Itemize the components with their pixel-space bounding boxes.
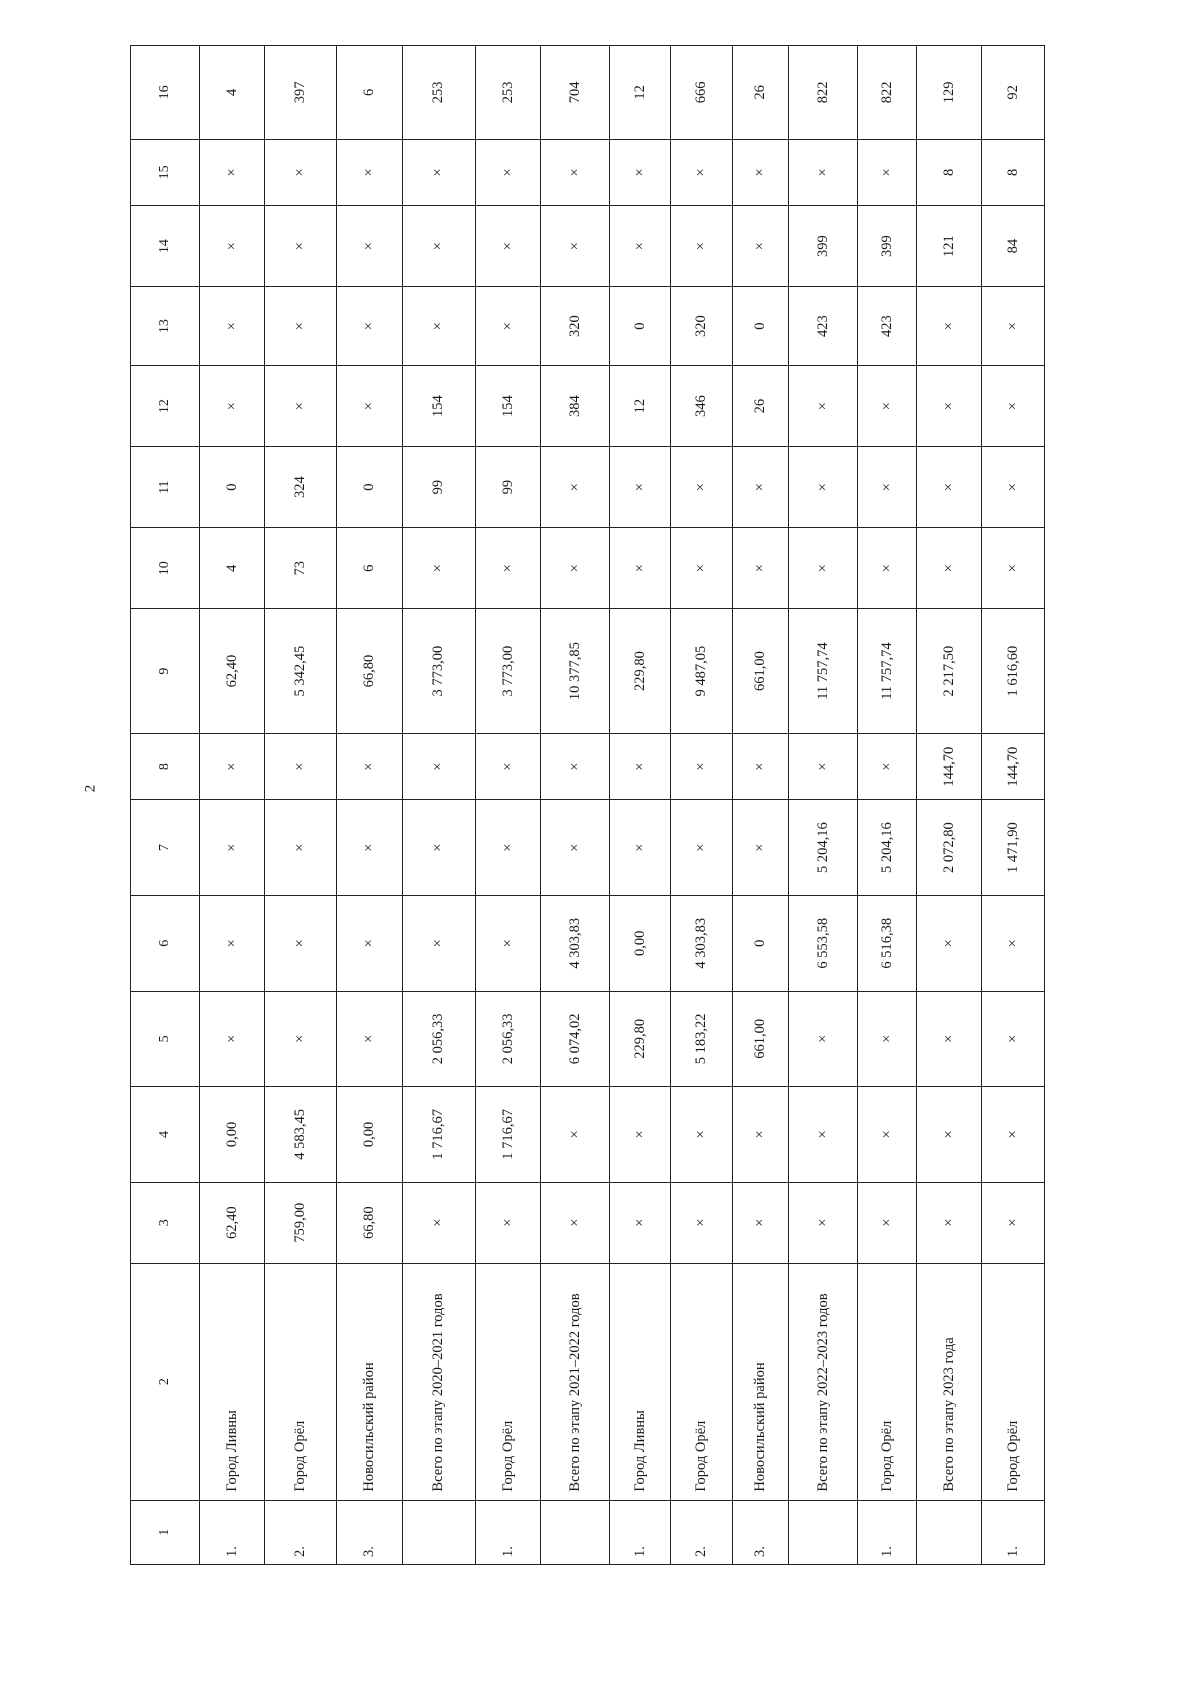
table-cell: × <box>475 287 541 366</box>
row-number-cell: 3. <box>733 1500 789 1564</box>
stage-total-row <box>403 46 475 1565</box>
table-cell: × <box>610 206 670 287</box>
table-cell: 3 773,00 <box>403 609 475 734</box>
table-cell: × <box>200 895 265 991</box>
table-cell: 2 217,50 <box>916 609 982 734</box>
table-cell: × <box>670 1087 733 1183</box>
municipality-name: Город Ливны <box>610 1263 670 1500</box>
table-cell: × <box>541 1182 610 1263</box>
column-number-header: 4 <box>131 1087 200 1183</box>
table-cell: × <box>789 733 858 799</box>
table-cell: 144,70 <box>916 733 982 799</box>
municipality-name: Город Орёл <box>475 1263 541 1500</box>
table-cell: × <box>610 1087 670 1183</box>
data-table <box>130 45 1045 1565</box>
table-cell: × <box>916 528 982 609</box>
table-cell: × <box>403 206 475 287</box>
row-number-cell <box>541 1500 610 1564</box>
table-cell: 12 <box>610 366 670 447</box>
table-row <box>858 46 916 1565</box>
row-number-cell: 1. <box>200 1500 265 1564</box>
table-cell: 84 <box>982 206 1045 287</box>
table-cell: 399 <box>858 206 916 287</box>
table-cell: 397 <box>264 46 336 140</box>
stage-total-row <box>789 46 858 1565</box>
table-cell: 5 204,16 <box>858 800 916 896</box>
row-number-cell <box>916 1500 982 1564</box>
table-cell: × <box>475 733 541 799</box>
column-number-header: 10 <box>131 528 200 609</box>
table-cell: 822 <box>858 46 916 140</box>
table-cell: 5 342,45 <box>264 609 336 734</box>
table-cell: × <box>403 528 475 609</box>
municipality-name: Город Орёл <box>858 1263 916 1500</box>
table-row <box>670 46 733 1565</box>
table-cell: 0,00 <box>200 1087 265 1183</box>
table-cell: 229,80 <box>610 991 670 1087</box>
table-row <box>337 46 403 1565</box>
column-number-header: 14 <box>131 206 200 287</box>
table-cell: 2 056,33 <box>475 991 541 1087</box>
table-cell: × <box>264 206 336 287</box>
table-cell: 253 <box>475 46 541 140</box>
table-cell: × <box>200 206 265 287</box>
table-cell: × <box>670 139 733 205</box>
stage-total-row <box>916 46 982 1565</box>
table-cell: 320 <box>670 287 733 366</box>
table-cell: × <box>337 287 403 366</box>
table-cell: 0 <box>610 287 670 366</box>
table-cell: × <box>733 206 789 287</box>
table-cell: × <box>200 139 265 205</box>
table-cell: × <box>916 1087 982 1183</box>
table-cell: × <box>610 1182 670 1263</box>
table-cell: 320 <box>541 287 610 366</box>
table-cell: 11 757,74 <box>789 609 858 734</box>
table-cell: 822 <box>789 46 858 140</box>
table-cell: × <box>670 528 733 609</box>
table-cell: × <box>670 447 733 528</box>
table-cell: × <box>858 366 916 447</box>
table-cell: × <box>670 733 733 799</box>
table-cell: × <box>789 1087 858 1183</box>
table-cell: × <box>610 733 670 799</box>
table-cell: 324 <box>264 447 336 528</box>
table-cell: × <box>475 528 541 609</box>
table-cell: × <box>403 139 475 205</box>
table-cell: × <box>982 287 1045 366</box>
column-number-header: 2 <box>131 1263 200 1500</box>
column-number-header: 6 <box>131 895 200 991</box>
table-cell: 0 <box>337 447 403 528</box>
table-cell: 4 303,83 <box>541 895 610 991</box>
table-cell: × <box>337 139 403 205</box>
table-cell: 1 716,67 <box>403 1087 475 1183</box>
table-cell: × <box>475 139 541 205</box>
table-cell: × <box>475 206 541 287</box>
table-cell: × <box>475 800 541 896</box>
table-cell: 1 716,67 <box>475 1087 541 1183</box>
table-cell: × <box>200 800 265 896</box>
stage-total-row <box>541 46 610 1565</box>
table-cell: 121 <box>916 206 982 287</box>
table-cell: × <box>670 1182 733 1263</box>
municipality-name: Город Орёл <box>264 1263 336 1500</box>
table-cell: 0,00 <box>610 895 670 991</box>
row-number-cell: 1. <box>858 1500 916 1564</box>
column-number-header: 8 <box>131 733 200 799</box>
table-cell: × <box>337 991 403 1087</box>
table-cell: × <box>337 366 403 447</box>
table-cell: 423 <box>789 287 858 366</box>
table-cell: × <box>610 447 670 528</box>
table-cell: × <box>982 991 1045 1087</box>
table-cell: 661,00 <box>733 991 789 1087</box>
table-cell: × <box>541 528 610 609</box>
table-cell: 9 487,05 <box>670 609 733 734</box>
column-number-header: 13 <box>131 287 200 366</box>
column-number-header: 11 <box>131 447 200 528</box>
table-cell: 129 <box>916 46 982 140</box>
row-number-cell <box>403 1500 475 1564</box>
municipality-name: Новосильский район <box>733 1263 789 1500</box>
table-cell: 384 <box>541 366 610 447</box>
table-cell: × <box>733 139 789 205</box>
table-cell: × <box>475 895 541 991</box>
table-cell: 12 <box>610 46 670 140</box>
municipality-name: Город Ливны <box>200 1263 265 1500</box>
table-row <box>982 46 1045 1565</box>
table-cell: 399 <box>789 206 858 287</box>
table-cell: × <box>733 1087 789 1183</box>
table-cell: 26 <box>733 46 789 140</box>
column-number-header: 1 <box>131 1500 200 1564</box>
table-cell: × <box>337 800 403 896</box>
table-cell: × <box>916 366 982 447</box>
table-cell: × <box>541 206 610 287</box>
table-cell: × <box>264 991 336 1087</box>
table-cell: 759,00 <box>264 1182 336 1263</box>
table-cell: × <box>733 733 789 799</box>
table-cell: 3 773,00 <box>475 609 541 734</box>
municipality-name: Новосильский район <box>337 1263 403 1500</box>
table-cell: 4 303,83 <box>670 895 733 991</box>
table-cell: × <box>610 139 670 205</box>
table-cell: × <box>541 139 610 205</box>
table-cell: 1 471,90 <box>982 800 1045 896</box>
table-row <box>733 46 789 1565</box>
table-cell: × <box>200 733 265 799</box>
municipality-name: Город Орёл <box>670 1263 733 1500</box>
table-cell: × <box>916 287 982 366</box>
table-cell: 1 616,60 <box>982 609 1045 734</box>
table-cell: × <box>858 447 916 528</box>
table-cell: × <box>475 1182 541 1263</box>
table-cell: × <box>982 447 1045 528</box>
table-cell: × <box>264 800 336 896</box>
table-container <box>130 45 1045 1565</box>
table-cell: 62,40 <box>200 1182 265 1263</box>
table-cell: 4 583,45 <box>264 1087 336 1183</box>
table-cell: × <box>789 447 858 528</box>
row-number-cell: 1. <box>475 1500 541 1564</box>
table-cell: 144,70 <box>982 733 1045 799</box>
table-cell: 8 <box>982 139 1045 205</box>
table-cell: × <box>733 1182 789 1263</box>
table-cell: × <box>858 733 916 799</box>
table-cell: × <box>733 447 789 528</box>
row-number-cell: 3. <box>337 1500 403 1564</box>
table-cell: 2 056,33 <box>403 991 475 1087</box>
table-row <box>264 46 336 1565</box>
column-number-header: 7 <box>131 800 200 896</box>
table-cell: × <box>610 528 670 609</box>
table-cell: × <box>858 1182 916 1263</box>
table-cell: × <box>337 895 403 991</box>
table-cell: × <box>264 287 336 366</box>
stage-total-label: Всего по этапу 2023 года <box>916 1263 982 1500</box>
table-cell: 4 <box>200 46 265 140</box>
table-cell: 92 <box>982 46 1045 140</box>
table-cell: 6 <box>337 528 403 609</box>
municipality-name: Город Орёл <box>982 1263 1045 1500</box>
table-cell: × <box>733 528 789 609</box>
table-cell: × <box>264 733 336 799</box>
table-cell: × <box>858 1087 916 1183</box>
table-cell: 4 <box>200 528 265 609</box>
table-cell: × <box>264 895 336 991</box>
table-cell: × <box>789 528 858 609</box>
table-cell: 66,80 <box>337 1182 403 1263</box>
table-cell: 62,40 <box>200 609 265 734</box>
column-number-header: 16 <box>131 46 200 140</box>
table-cell: 154 <box>403 366 475 447</box>
table-cell: 229,80 <box>610 609 670 734</box>
table-cell: 6 074,02 <box>541 991 610 1087</box>
table-cell: × <box>789 1182 858 1263</box>
table-cell: × <box>610 800 670 896</box>
table-cell: × <box>982 366 1045 447</box>
table-cell: × <box>916 991 982 1087</box>
table-cell: 6 516,38 <box>858 895 916 991</box>
table-cell: 704 <box>541 46 610 140</box>
table-cell: × <box>916 1182 982 1263</box>
table-cell: × <box>670 800 733 896</box>
table-cell: × <box>858 139 916 205</box>
table-cell: 99 <box>403 447 475 528</box>
table-cell: × <box>789 139 858 205</box>
table-cell: 0 <box>733 287 789 366</box>
table-cell: × <box>403 800 475 896</box>
table-cell: 423 <box>858 287 916 366</box>
column-number-header: 15 <box>131 139 200 205</box>
table-cell: × <box>541 800 610 896</box>
row-number-cell: 1. <box>610 1500 670 1564</box>
table-cell: × <box>733 800 789 896</box>
table-cell: 666 <box>670 46 733 140</box>
table-cell: 26 <box>733 366 789 447</box>
stage-total-label: Всего по этапу 2022–2023 годов <box>789 1263 858 1500</box>
table-cell: 661,00 <box>733 609 789 734</box>
row-number-cell <box>789 1500 858 1564</box>
table-row <box>475 46 541 1565</box>
table-cell: 154 <box>475 366 541 447</box>
table-cell: × <box>858 991 916 1087</box>
table-cell: 6 553,58 <box>789 895 858 991</box>
header-row <box>131 46 200 1565</box>
table-cell: × <box>264 366 336 447</box>
table-cell: × <box>858 528 916 609</box>
table-cell: × <box>403 1182 475 1263</box>
table-cell: × <box>403 287 475 366</box>
column-number-header: 9 <box>131 609 200 734</box>
table-cell: × <box>541 1087 610 1183</box>
table-cell: 73 <box>264 528 336 609</box>
table-cell: × <box>200 366 265 447</box>
table-cell: × <box>916 447 982 528</box>
row-number-cell: 2. <box>670 1500 733 1564</box>
table-cell: × <box>982 1182 1045 1263</box>
column-number-header: 5 <box>131 991 200 1087</box>
table-cell: 8 <box>916 139 982 205</box>
page-number: 2 <box>82 784 99 793</box>
table-cell: 66,80 <box>337 609 403 734</box>
table-cell: × <box>670 206 733 287</box>
table-cell: 253 <box>403 46 475 140</box>
column-number-header: 12 <box>131 366 200 447</box>
table-cell: 0 <box>733 895 789 991</box>
table-cell: 0 <box>200 447 265 528</box>
table-cell: × <box>789 366 858 447</box>
table-cell: × <box>337 206 403 287</box>
table-cell: 2 072,80 <box>916 800 982 896</box>
table-cell: × <box>403 733 475 799</box>
table-cell: 11 757,74 <box>858 609 916 734</box>
table-cell: 346 <box>670 366 733 447</box>
table-cell: 10 377,85 <box>541 609 610 734</box>
stage-total-label: Всего по этапу 2020–2021 годов <box>403 1263 475 1500</box>
table-cell: × <box>541 447 610 528</box>
table-cell: 6 <box>337 46 403 140</box>
row-number-cell: 2. <box>264 1500 336 1564</box>
table-cell: × <box>264 139 336 205</box>
table-cell: × <box>337 733 403 799</box>
table-row <box>610 46 670 1565</box>
table-cell: × <box>200 287 265 366</box>
table-cell: × <box>982 528 1045 609</box>
table-cell: × <box>200 991 265 1087</box>
table-cell: × <box>789 991 858 1087</box>
table-cell: × <box>541 733 610 799</box>
table-cell: 0,00 <box>337 1087 403 1183</box>
table-cell: 99 <box>475 447 541 528</box>
table-cell: 5 183,22 <box>670 991 733 1087</box>
table-cell: × <box>982 1087 1045 1183</box>
table-cell: × <box>982 895 1045 991</box>
table-row <box>200 46 265 1565</box>
table-cell: × <box>403 895 475 991</box>
column-number-header: 3 <box>131 1182 200 1263</box>
row-number-cell: 1. <box>982 1500 1045 1564</box>
table-cell: 5 204,16 <box>789 800 858 896</box>
stage-total-label: Всего по этапу 2021–2022 годов <box>541 1263 610 1500</box>
table-cell: × <box>916 895 982 991</box>
